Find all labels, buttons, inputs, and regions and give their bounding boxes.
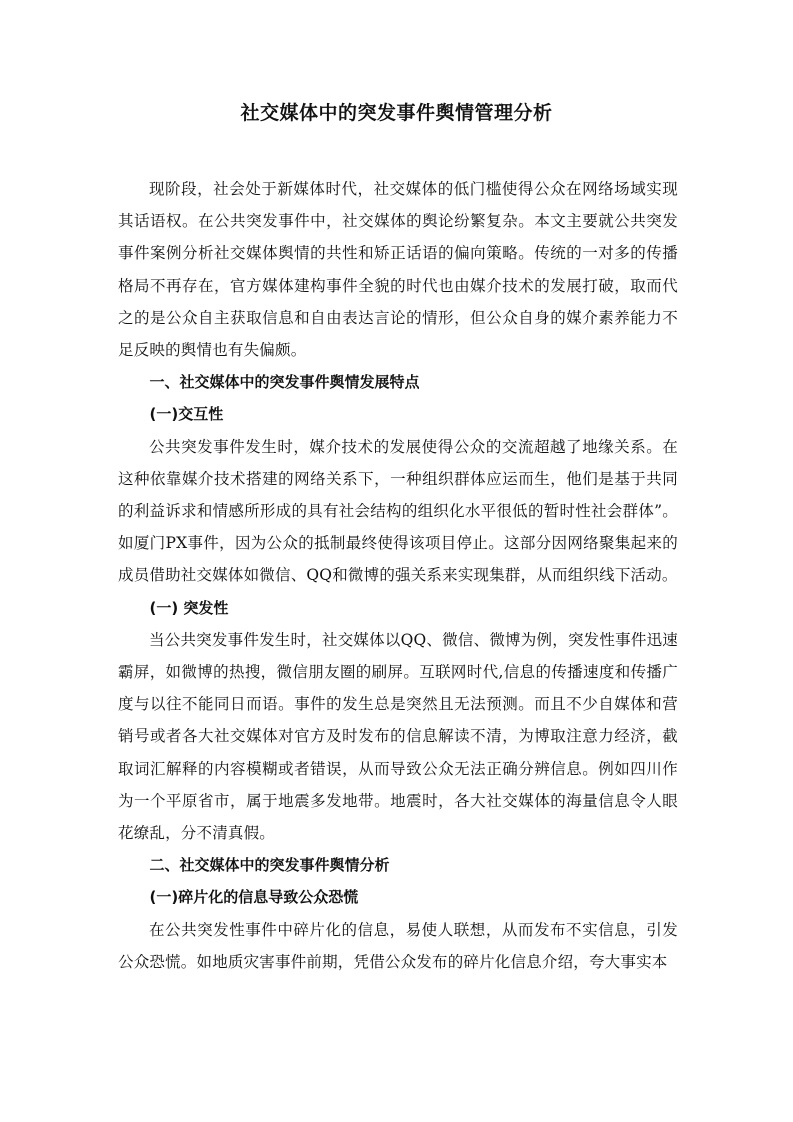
document-body (118, 173, 678, 978)
section-heading-2: 二、社交媒体中的突发事件舆情分析 (149, 856, 390, 875)
section-heading-1: 一、社交媒体中的突发事件舆情发展特点 (149, 373, 420, 392)
subsection-heading-suddenness: (一) 突发性 (149, 598, 229, 617)
subsection-heading-interactivity: (一)交互性 (149, 405, 224, 424)
document-title: 社交媒体中的突发事件舆情管理分析 (240, 102, 553, 124)
paragraph-interactivity: 公共突发事件发生时，媒介技术的发展使得公众的交流超越了地缘关系。在这种依靠媒介技术搭建的网络关系下，一种组织群体应运而生，他们是基于共同的利益诉求和情感所形成的具有社会结构的组织化水平很低的暂时性社会群体”。如厦门PX事件，因为公众的抵制最终使得该项目停止。这部分因网络聚集起来的成员借助社交媒体如微信、QQ和微博的强关系来实现集群，从而组织线下活动。 (118, 437, 678, 585)
subsection-heading-fragmented-info: (一)碎片化的信息导致公众恐慌 (149, 888, 359, 907)
paragraph-intro: 现阶段，社会处于新媒体时代，社交媒体的低门槛使得公众在网络场域实现其话语权。在公共突发事件中，社交媒体的舆论纷繁复杂。本文主要就公共突发事件案例分析社交媒体舆情的共性和矫正话语的偏向策略。传统的一对多的传播格局不再存在，官方媒体建构事件全貌的时代也由媒介技术的发展打破，取而代之的是公众自主获取信息和自由表达言论的情形，但公众自身的媒介素养能力不足反映的舆情也有失偏颇。 (118, 180, 678, 360)
paragraph-suddenness: 当公共突发事件发生时，社交媒体以QQ、微信、微博为例，突发性事件迅速霸屏，如微博的热搜，微信朋友圈的刷屏。互联网时代,信息的传播速度和传播广度与以往不能同日而语。事件的发生总是突然且无法预测。而且不少自媒体和营销号或者各大社交媒体对官方及时发布的信息解读不清，为博取注意力经济，截取词汇解释的内容模糊或者错误，从而导致公众无法正确分辨信息。例如四川作为一个平原省市，属于地震多发地带。地震时，各大社交媒体的海量信息令人眼花缭乱，分不清真假。 (118, 630, 678, 843)
paragraph-fragmented-info: 在公共突发性事件中碎片化的信息，易使人联想，从而发布不实信息，引发公众恐慌。如地质灾害事件前期，凭借公众发布的碎片化信息介绍，夸大事实本 (118, 920, 678, 971)
